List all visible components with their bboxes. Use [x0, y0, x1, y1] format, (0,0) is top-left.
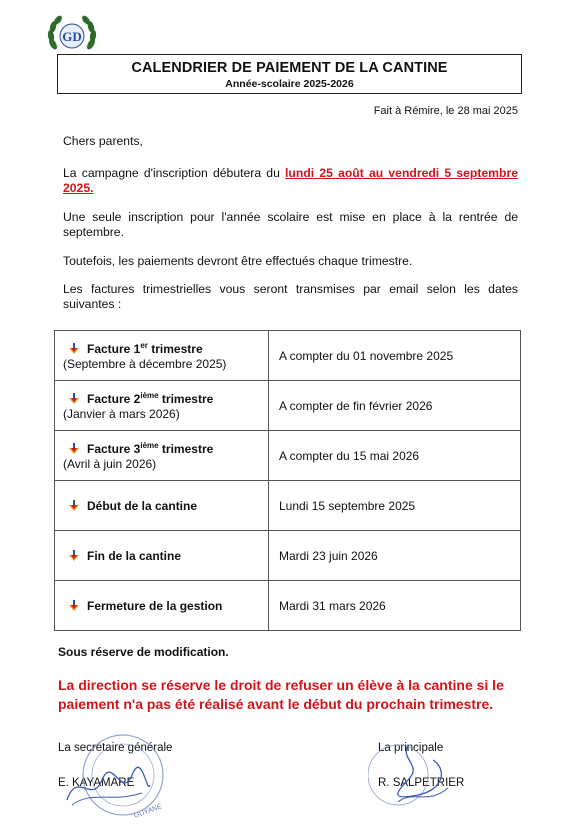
schedule-value-cell [269, 381, 521, 431]
schedule-period: (Septembre à décembre 2025) [63, 356, 227, 371]
paragraph-single-registration: Une seule inscription pour l'année scolaire est mise en place à la rentrée de septembre. [63, 210, 518, 239]
paragraph-registration [63, 166, 518, 196]
arrow-bullet-icon [69, 343, 79, 354]
ordinal-sup: ième [140, 390, 159, 400]
stamp-text: GUYANE [133, 803, 163, 820]
schedule-row [55, 531, 521, 581]
schedule-title [87, 441, 213, 456]
schedule-period: (Avril à juin 2026) [63, 456, 157, 471]
schedule-period: (Janvier à mars 2026) [63, 406, 180, 421]
schedule-label-cell [55, 531, 269, 581]
signature-scribble-icon [378, 740, 458, 810]
schedule-title-text: Début de la cantine [87, 498, 198, 513]
schedule-value: A compter du 15 mai 2026 [279, 448, 420, 463]
arrow-bullet-icon [69, 600, 79, 611]
schedule-row [55, 581, 521, 631]
schedule-title-text: Facture 2 [87, 391, 141, 406]
ordinal-sup: er [140, 340, 148, 350]
arrow-bullet-icon [69, 500, 79, 511]
schedule-value: A compter du 01 novembre 2025 [279, 348, 454, 363]
paragraph-invoices: Les factures trimestrielles vous seront transmises par email selon les dates suivantes : [63, 282, 518, 311]
schedule-title [87, 341, 203, 356]
schedule-title-text: Fermeture de la gestion [87, 598, 223, 613]
schedule-value-cell [269, 531, 521, 581]
schedule-row [55, 431, 521, 481]
page-title: CALENDRIER DE PAIEMENT DE LA CANTINE [131, 60, 448, 76]
left-signatory-name: E. KAYAMARE [58, 777, 135, 789]
schedule-title [87, 549, 181, 563]
schedule-title [87, 499, 197, 513]
schedule-title-text: Fin de la cantine [87, 548, 182, 563]
schedule-value-cell [269, 431, 521, 481]
title-suffix: trimestre [158, 441, 214, 456]
arrow-bullet-icon [69, 393, 79, 404]
schedule-value-cell [269, 581, 521, 631]
ordinal-sup: ième [140, 440, 159, 450]
schedule-value-cell [269, 331, 521, 381]
title-suffix: trimestre [147, 341, 203, 356]
reserve-note: Sous réserve de modification. [58, 645, 229, 659]
logo-text: GD [62, 29, 82, 44]
arrow-bullet-icon [69, 550, 79, 561]
schedule-value-cell [269, 481, 521, 531]
right-signatory-role: La principale [378, 742, 444, 754]
schedule-row [55, 381, 521, 431]
schedule-title-text: Facture 1 [87, 341, 141, 356]
salutation: Chers parents, [63, 134, 143, 148]
arrow-bullet-icon [69, 443, 79, 454]
date-line: Fait à Rémire, le 28 mai 2025 [373, 105, 518, 117]
schedule-value: Mardi 23 juin 2026 [279, 548, 378, 563]
schedule-value: A compter de fin février 2026 [279, 398, 433, 413]
schedule-label-cell [55, 331, 269, 381]
schedule-label-cell [55, 481, 269, 531]
registration-prefix: La campagne d'inscription débutera du [63, 166, 286, 180]
signature-scribble-icon [62, 765, 152, 810]
schedule-title-text: Facture 3 [87, 441, 141, 456]
schedule-label-cell [55, 381, 269, 431]
schedule-row [55, 331, 521, 381]
schedule-label-cell [55, 431, 269, 481]
schedule-title [87, 391, 213, 406]
title-suffix: trimestre [158, 391, 214, 406]
page-subtitle: Année-scolaire 2025-2026 [225, 78, 354, 90]
schedule-value: Mardi 31 mars 2026 [279, 598, 386, 613]
schedule-value: Lundi 15 septembre 2025 [279, 498, 416, 513]
schedule-table [54, 330, 521, 631]
registration-dates: lundi 25 août au vendredi 5 septembre 2025. [63, 166, 518, 195]
schedule-label-cell [55, 581, 269, 631]
schedule-title [87, 599, 222, 613]
warning-text: La direction se réserve le droit de refuser un élève à la cantine si le paiement n'a pas été réalisé avant le début du prochain trimestre. [58, 677, 504, 712]
right-signatory-name: R. SALPETRIER [378, 777, 465, 789]
title-box [57, 54, 522, 94]
schedule-row [55, 481, 521, 531]
laurel-logo-icon [45, 14, 99, 56]
left-signatory-role: La secrétaire générale [58, 742, 173, 754]
paragraph-quarterly-payment: Toutefois, les paiements devront être effectués chaque trimestre. [63, 254, 413, 268]
